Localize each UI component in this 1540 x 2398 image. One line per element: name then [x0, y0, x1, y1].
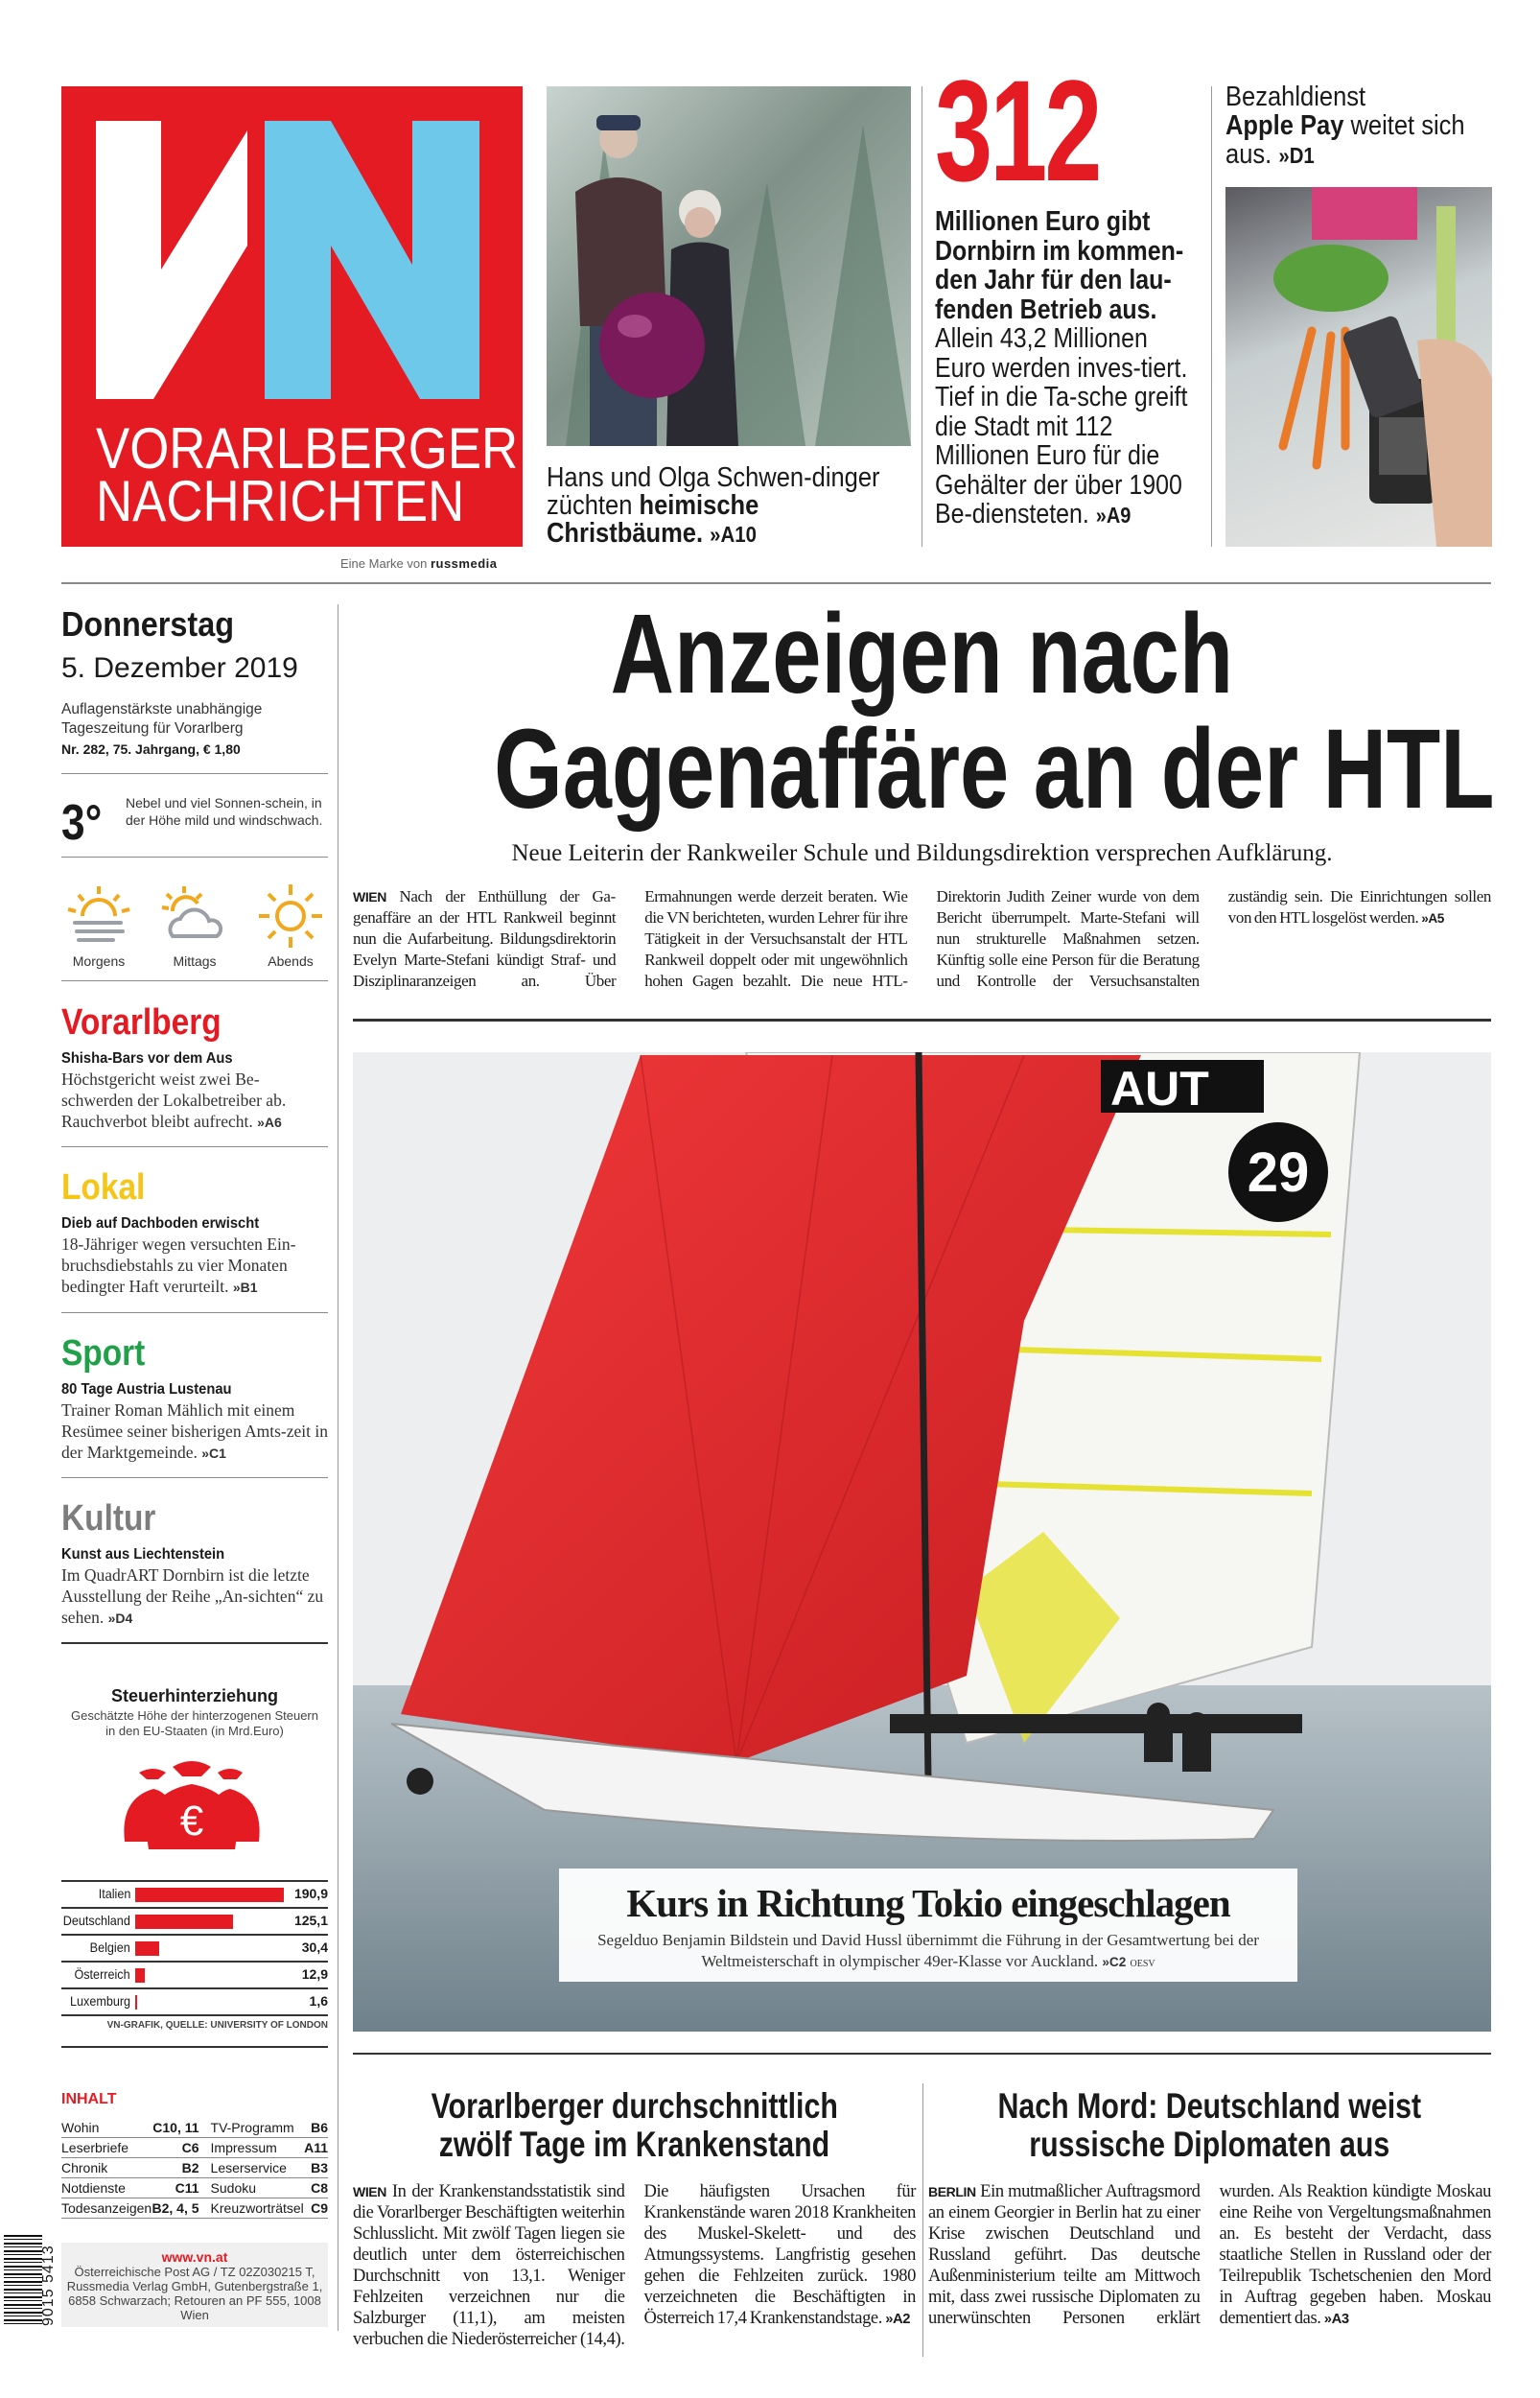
lead-headline-line1: Anzeigen nach	[610, 591, 1234, 717]
page-ref: »B1	[232, 1280, 258, 1295]
tagline-2: Tageszeitung für Vorarlberg	[61, 720, 244, 737]
contents-label[interactable]: TV-Programm	[211, 2118, 304, 2138]
page-ref: »D1	[1278, 143, 1315, 168]
contents-page: B2, 4, 5	[152, 2198, 210, 2219]
page-ref: »A6	[257, 1115, 282, 1130]
lead-body	[353, 886, 1491, 992]
chart-value-label: 190,9	[293, 1886, 328, 1901]
vn-logo[interactable]	[61, 86, 523, 547]
section-vorarlberg[interactable]	[61, 1003, 330, 1133]
christmas-tree-photo	[547, 86, 911, 446]
contents-page: B3	[304, 2158, 328, 2178]
headline-line: Nach Mord: Deutschland weist	[997, 2086, 1422, 2126]
applepay-pre: Bezahldienst	[1225, 82, 1366, 112]
contents-page: B6	[304, 2118, 328, 2138]
contents-label[interactable]: Kreuzworträtsel	[211, 2198, 304, 2219]
photo-text-body: Segelduo Benjamin Bildstein und David Hussl übernimmt die Führung in der Gesamtwertung bei der Weltmeisterschaft in olympischer 49er-Klasse vor Auckland.	[597, 1931, 1259, 1970]
contents-label[interactable]: Todesanzeigen	[61, 2198, 152, 2219]
sail-country: AUT	[1110, 1062, 1209, 1116]
logo-line2: NACHRICHTEN	[96, 469, 465, 533]
page-ref: »A5	[1421, 911, 1444, 926]
section-title: Vorarlberg	[61, 1002, 222, 1043]
contents-label[interactable]: Notdienste	[61, 2178, 152, 2198]
weekday: Donnerstag	[61, 604, 235, 644]
contents-page: C11	[152, 2178, 210, 2198]
contents-label[interactable]: Sudoku	[211, 2178, 304, 2198]
chart-value-label: 1,6	[309, 1993, 328, 2009]
page-ref: »A3	[1323, 2312, 1349, 2327]
applepay-photo	[1225, 187, 1492, 547]
tagline	[61, 700, 328, 739]
chart-value-label: 12,9	[301, 1966, 328, 1982]
photo-text	[559, 1926, 1297, 1975]
chart-bar	[135, 1941, 159, 1956]
chart-row	[61, 1961, 328, 1987]
photo-headline: Kurs in Richtung Tokio eingeschlagen	[626, 1881, 1230, 1925]
budget-bold: Millionen Euro gibt Dornbirn im kommen-den Jahr für den lau-fenden Betrieb aus.	[935, 206, 1184, 325]
teaser-body: Im QuadrART Dornbirn ist die letzte Ausstellung der Reihe „An-sichten“ zu sehen.	[61, 1565, 324, 1627]
sail-number: 29	[1247, 1141, 1310, 1204]
article-headline[interactable]	[928, 2087, 1491, 2164]
headline-line: russische Diplomaten aus	[1029, 2125, 1390, 2164]
contents-row	[61, 2138, 328, 2158]
contents-page: C6	[152, 2138, 210, 2158]
vn-logo-mark	[96, 121, 489, 409]
lead-deck: Neue Leiterin der Rankweiler Schule und Bildungsdirektion versprechen Aufklärung.	[511, 840, 1333, 866]
section-title: Kultur	[61, 1498, 156, 1539]
chart-row	[61, 1987, 328, 2014]
article-body-text: Ein mutmaßlicher Auftragsmord an einem Georgier in Berlin hat zu einer Krise zwischen Deutschland und Russland geführt. Das deutsche Außenministerium teilte am Mittwoch mit, dass zwei russische Diplomaten zu unerwünschten Personen erklärt wurden. Als Reaktion kündigte Moskau eine Reihe von Vergeltungsmaßnahmen an. Es besteht der Verdacht, dass staatliche Stellen in Russland oder der Teilrepublik Tschetschenien den Mord in Auftrag gegeben haben. Moskau dementiert das.	[928, 2182, 1491, 2328]
teaser-headline: Shisha-Bars vor dem Aus	[61, 1050, 233, 1067]
article-headline[interactable]	[353, 2087, 916, 2164]
contents-label[interactable]: Impressum	[211, 2138, 304, 2158]
weather-label-morning: Morgens	[72, 953, 126, 969]
logo-line1: VORARLBERGER	[96, 416, 519, 481]
imprint-box	[61, 2243, 328, 2327]
barcode-number: 9015 5413	[40, 2245, 57, 2326]
weather-label-evening: Abends	[268, 953, 314, 969]
chart-baseline	[61, 2014, 328, 2016]
headline-line: Vorarlberger durchschnittlich	[431, 2086, 838, 2126]
page-ref: »A2	[885, 2312, 911, 2327]
chart-category-label: Belgien	[89, 1940, 130, 1955]
chart-row	[61, 1907, 328, 1934]
article-body	[353, 2181, 916, 2350]
chart-value-label: 125,1	[293, 1913, 328, 1928]
contents-label[interactable]: Leserbriefe	[61, 2138, 152, 2158]
christmas-caption-bold: heimische Christbäume.	[547, 490, 759, 549]
lead-body-text: Nach der Enthüllung der Gagenaffäre an der HTL Rankweil beginnt nun die Aufarbeitung. Bildungsdirektorin Evelyn Marte-Stefani kündigt Straf- und Disziplinaranzeigen an. Über Ermahnungen werde derzeit beraten. Wie die VN berichteten, wurden Lehrer für ihre Tätigkeit in der Versuchsanstalt der HTL Rankweil doppelt oder mit ungewöhnlich hohen Gagen bezahlt. Die neue HTL-Direktorin Judith Zeiner wurde von dem Bericht überrumpelt. Marte-Stefani will nun strukturelle Maßnahmen setzen. Künftig solle eine Person für die Beratung und Kontrolle der Versuchsanstalten zuständig sein. Die Einrichtungen sollen von den HTL losgelöst werden.	[353, 887, 1491, 990]
christmas-caption[interactable]	[547, 464, 909, 549]
budget-text: Allein 43,2 Millionen Euro werden inves-tiert. Tief in die Ta-sche greift die Stadt mit 112 Millionen Euro für die Gehälter der über 1900 Be-diensteten.	[935, 323, 1188, 529]
chart-source: VN-GRAFIK, QUELLE: UNIVERSITY OF LONDON	[106, 2020, 328, 2031]
teaser-body: Höchstgericht weist zwei Be-schwerden der Lokalbetreiber ab. Rauchverbot bleibt aufrecht.	[61, 1070, 287, 1131]
dateline: BERLIN	[928, 2184, 976, 2199]
brand-note	[340, 556, 498, 571]
money-bags-icon	[120, 1755, 264, 1851]
contents-row	[61, 2118, 328, 2138]
photo-credit: OESV	[1130, 1959, 1155, 1969]
lead-headline[interactable]	[353, 591, 1495, 833]
dateline: WIEN	[353, 2184, 386, 2199]
headline-line: zwölf Tage im Krankenstand	[438, 2125, 830, 2164]
issue-info: Nr. 282, 75. Jahrgang, € 1,80	[61, 741, 241, 757]
applepay-teaser[interactable]	[1225, 82, 1496, 170]
page-ref: »D4	[107, 1610, 133, 1626]
sun-icon	[257, 882, 324, 950]
section-title: Sport	[61, 1333, 146, 1374]
contents-page: C8	[304, 2178, 328, 2198]
contents-label[interactable]: Wohin	[61, 2118, 152, 2138]
sun-fog-icon	[65, 882, 132, 950]
contents-page: B2	[152, 2158, 210, 2178]
imprint-line: Russmedia Verlag GmbH, Gutenbergstraße 1,	[66, 2279, 323, 2293]
chart-category-label: Österreich	[74, 1966, 130, 1982]
page-ref: »A10	[710, 522, 757, 547]
contents-row	[61, 2198, 328, 2219]
contents-page: C10, 11	[152, 2118, 210, 2138]
temperature: 3°	[61, 795, 103, 851]
chart-row	[61, 1880, 328, 1907]
issue-date: 5. Dezember 2019	[61, 652, 298, 684]
brand-prefix: Eine Marke von	[340, 556, 428, 571]
applepay-post: weitet sich aus.	[1225, 110, 1465, 170]
budget-number: 312	[935, 50, 1100, 211]
sun-cloud-icon	[161, 882, 228, 950]
weather-label-noon: Mittags	[173, 953, 217, 969]
imprint-line: 6858 Schwarzach; Retouren an PF 555, 1008 Wien	[68, 2293, 321, 2322]
brand-name: russmedia	[430, 556, 498, 571]
chart-subtitle: Geschätzte Höhe der hinterzogenen Steuern in den EU-Staaten (in Mrd.Euro)	[70, 1708, 318, 1738]
applepay-bold: Apple Pay	[1225, 110, 1344, 141]
teaser-text	[61, 1564, 330, 1629]
section-sport[interactable]	[61, 1334, 330, 1464]
chart-bar	[135, 1888, 284, 1902]
teaser-text	[61, 1399, 330, 1464]
contents-row	[61, 2178, 328, 2198]
svg-text:€: €	[179, 1798, 204, 1845]
photo-caption[interactable]	[559, 1869, 1297, 1982]
dateline: WIEN	[353, 889, 386, 905]
contents-label[interactable]: Chronik	[61, 2158, 152, 2178]
barcode	[4, 2235, 42, 2326]
weather-text: Nebel und viel Sonnen-schein, in der Höhe mild und windschwach.	[126, 795, 323, 828]
contents-table	[61, 2118, 328, 2219]
article-body	[928, 2181, 1491, 2330]
chart-row	[61, 1934, 328, 1961]
chart-value-label: 30,4	[301, 1940, 328, 1955]
lead-headline-line2: Gagenaffäre an der HTL	[494, 706, 1495, 833]
section-lokal[interactable]	[61, 1168, 330, 1298]
contents-page: C9	[304, 2198, 328, 2219]
imprint-line: Österreichische Post AG / TZ 02Z030215 T,	[74, 2265, 315, 2279]
teaser-text	[61, 1234, 330, 1298]
christmas-caption-text: Hans und Olga Schwen-dinger züchten	[547, 462, 880, 521]
contents-label[interactable]: Leserservice	[211, 2158, 304, 2178]
page-ref: »C2	[1102, 1955, 1127, 1969]
contents-page: A11	[304, 2138, 328, 2158]
teaser-headline: Dieb auf Dachboden erwischt	[61, 1215, 260, 1232]
chart-title: Steuerhinterziehung	[110, 1686, 278, 1705]
teaser-body: Trainer Roman Mählich mit einem Resümee seiner bisherigen Amts-zeit in der Marktgemeinde.	[61, 1400, 328, 1462]
chart-bar	[135, 1968, 145, 1983]
chart-bar	[135, 1915, 233, 1929]
budget-teaser[interactable]	[935, 207, 1191, 530]
contents-row	[61, 2158, 328, 2178]
website-link[interactable]: www.vn.at	[161, 2249, 228, 2265]
chart-category-label: Deutschland	[62, 1913, 130, 1928]
page-ref: »A9	[1095, 503, 1132, 528]
section-kultur[interactable]	[61, 1499, 330, 1629]
section-title: Lokal	[61, 1167, 146, 1208]
teaser-headline: Kunst aus Liechtenstein	[61, 1546, 225, 1563]
chart-category-label: Italien	[98, 1886, 130, 1901]
teaser-headline: 80 Tage Austria Lustenau	[61, 1381, 232, 1398]
page-ref: »C1	[201, 1446, 226, 1461]
teaser-body: 18-Jähriger wegen versuchten Ein-bruchsdiebstahls zu vier Monaten bedingter Haft verurteilt.	[61, 1234, 296, 1296]
teaser-text	[61, 1069, 330, 1133]
tagline-1: Auflagenstärkste unabhängige	[61, 701, 263, 717]
article-body-text: In der Krankenstandsstatistik sind die Vorarlberger Beschäftigten weiterhin Schlusslicht. Mit zwölf Tagen liegen sie deutlich unter dem österreichischen Durchschnitt von 13,1. Weniger Fehlzeiten verzeichnen nur die Salzburger (11,1), am meisten verbuchen die Niederösterreicher (14,4). Die häufigsten Ursachen für Krankenstände waren 2018 Krankheiten des Muskel-Skelett- und des Atmungssystems. Langfristig gesehen gehen die Fehlzeiten zurück. 1980 verzeichneten die Beschäftigten in Österreich 17,4 Krankenstandstage.	[353, 2182, 916, 2349]
chart-category-label: Luxemburg	[69, 1993, 130, 2009]
chart-bar	[135, 1995, 137, 2010]
contents-title: INHALT	[61, 2091, 117, 2107]
